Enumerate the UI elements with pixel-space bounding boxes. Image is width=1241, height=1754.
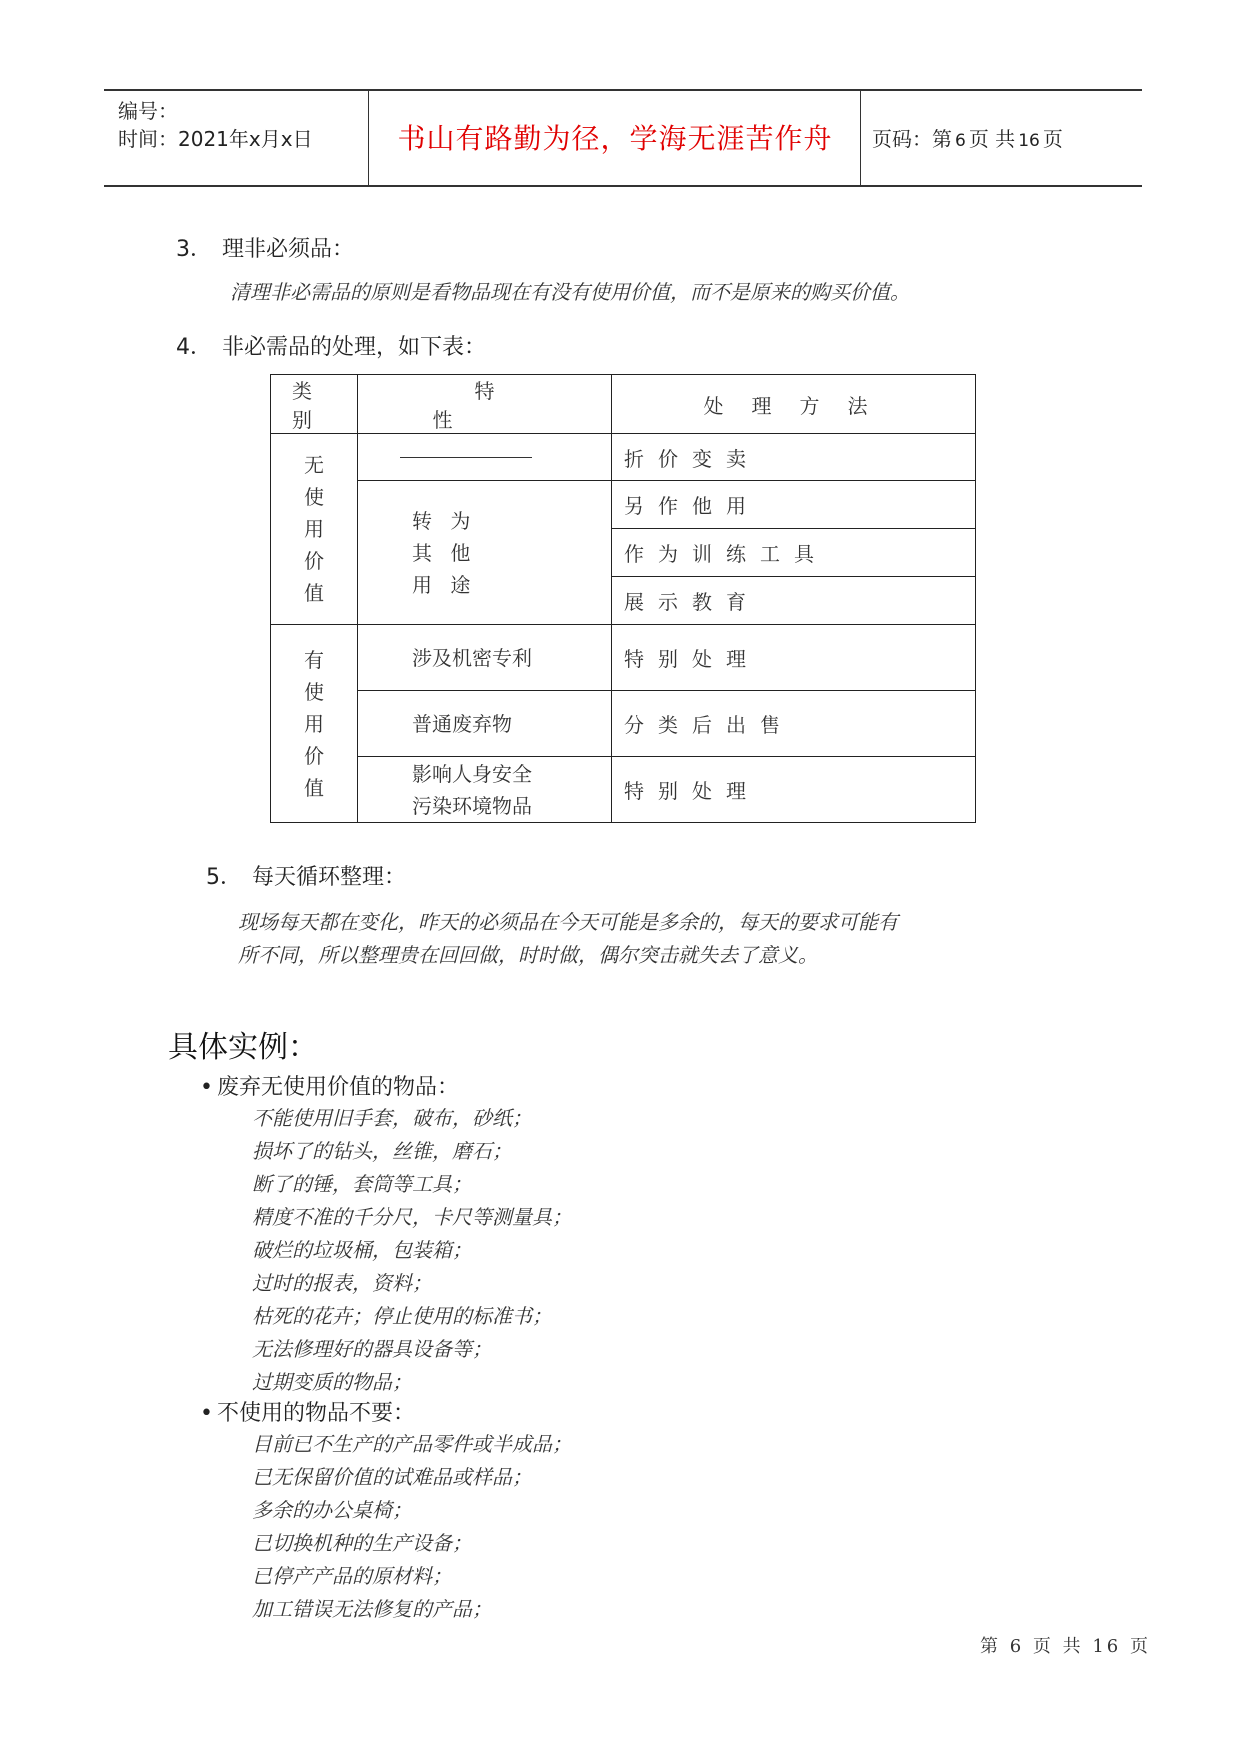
list-item: 已无保留价值的试难品或样品； <box>252 1465 532 1489</box>
header-divider <box>368 91 369 185</box>
property-cell: 涉及机密专利 <box>358 625 612 691</box>
examples-group-2-title: • 不使用的物品不要： <box>200 1401 415 1426</box>
property-cell: 影响人身安全 污染环境物品 <box>358 757 612 823</box>
section-3-heading <box>176 232 354 263</box>
property-cell: 普通废弃物 <box>358 691 612 757</box>
group-label-no-value: 无 使 用 价 值 <box>271 434 358 625</box>
page-header <box>104 89 1142 187</box>
disposal-table <box>270 374 976 823</box>
header-number-label: 编号： <box>118 99 178 123</box>
header-page-current: 6 <box>955 131 966 151</box>
header-divider <box>860 91 861 185</box>
header-category: 类别 <box>271 375 358 434</box>
header-page-indicator <box>872 123 1063 152</box>
header-page-prefix: 页码：第 <box>872 127 952 151</box>
header-meta <box>118 97 313 153</box>
list-item: 精度不准的千分尺，卡尺等测量具； <box>252 1205 572 1229</box>
property-other-use: 转 为 其 他 用 途 <box>358 481 612 625</box>
section-title: 非必需品的处理，如下表： <box>222 335 487 360</box>
header-motto: 书山有路勤为径，学海无涯苦作舟 <box>397 122 833 155</box>
list-item: 破烂的垃圾桶，包装箱； <box>252 1238 472 1262</box>
list-item: 已切换机种的生产设备； <box>252 1531 472 1555</box>
examples-group-1-title: • 废弃无使用价值的物品： <box>200 1075 459 1100</box>
method-cell: 折价变卖 <box>612 434 976 481</box>
header-property: 特性 <box>358 375 612 434</box>
list-item: 加工错误无法修复的产品； <box>252 1597 492 1621</box>
list-item: 多余的办公桌椅； <box>252 1498 412 1522</box>
bullet-icon: • <box>200 1401 213 1426</box>
method-cell: 特别处理 <box>612 625 976 691</box>
section-number: 4． <box>176 335 212 360</box>
list-item: 过期变质的物品； <box>252 1370 412 1394</box>
section-5-note: 现场每天都在变化，昨天的必须品在今天可能是多余的，每天的要求可能有 所不同，所以整理贵在回回做，时时做，偶尔突击就失去了意义。 <box>238 910 898 967</box>
method-cell: 展示教育 <box>612 577 976 625</box>
list-item: 损坏了的钻头，丝锥，磨石； <box>252 1139 512 1163</box>
method-cell: 特别处理 <box>612 757 976 823</box>
list-item: 过时的报表，资料； <box>252 1271 432 1295</box>
section-number: 5． <box>206 865 242 890</box>
header-page-total: 16 <box>1018 131 1040 151</box>
examples-heading: 具体实例： <box>168 1030 318 1065</box>
header-page-mid: 页 共 <box>968 127 1016 151</box>
section-title: 理非必须品： <box>222 237 355 262</box>
list-item: 断了的锤，套筒等工具； <box>252 1172 472 1196</box>
group-label-has-value: 有 使 用 价 值 <box>271 625 358 823</box>
table-row <box>271 691 976 757</box>
list-item: 不能使用旧手套，破布，砂纸； <box>252 1106 532 1130</box>
table-row <box>271 481 976 529</box>
method-cell: 另作他用 <box>612 481 976 529</box>
header-page-suffix: 页 <box>1042 127 1063 151</box>
table-row <box>271 434 976 481</box>
list-item: 无法修理好的器具设备等； <box>252 1337 492 1361</box>
page-footer: 第 6 页 共 16 页 <box>980 1636 1151 1657</box>
table-row <box>271 625 976 691</box>
section-number: 3． <box>176 237 212 262</box>
header-method: 处理方法 <box>612 375 976 434</box>
list-item: 目前已不生产的产品零件或半成品； <box>252 1432 572 1456</box>
dash-line <box>400 457 532 458</box>
bullet-icon: • <box>200 1075 213 1100</box>
header-time-label: 时间：2021年x月x日 <box>118 127 313 151</box>
examples-group-1-list <box>252 1102 572 1399</box>
list-item: 枯死的花卉；停止使用的标准书； <box>252 1304 552 1328</box>
method-cell: 分类后出售 <box>612 691 976 757</box>
section-5-heading <box>206 860 406 891</box>
property-none <box>358 434 612 481</box>
method-cell: 作为训练工具 <box>612 529 976 577</box>
section-3-note: 清理非必需品的原则是看物品现在有没有使用价值，而不是原来的购买价值。 <box>230 280 910 304</box>
examples-group-2-list <box>252 1428 572 1626</box>
table-header-row <box>271 375 976 434</box>
list-item: 已停产产品的原材料； <box>252 1564 452 1588</box>
section-title: 每天循环整理： <box>252 865 407 890</box>
section-4-heading <box>176 330 486 361</box>
table-row <box>271 757 976 823</box>
